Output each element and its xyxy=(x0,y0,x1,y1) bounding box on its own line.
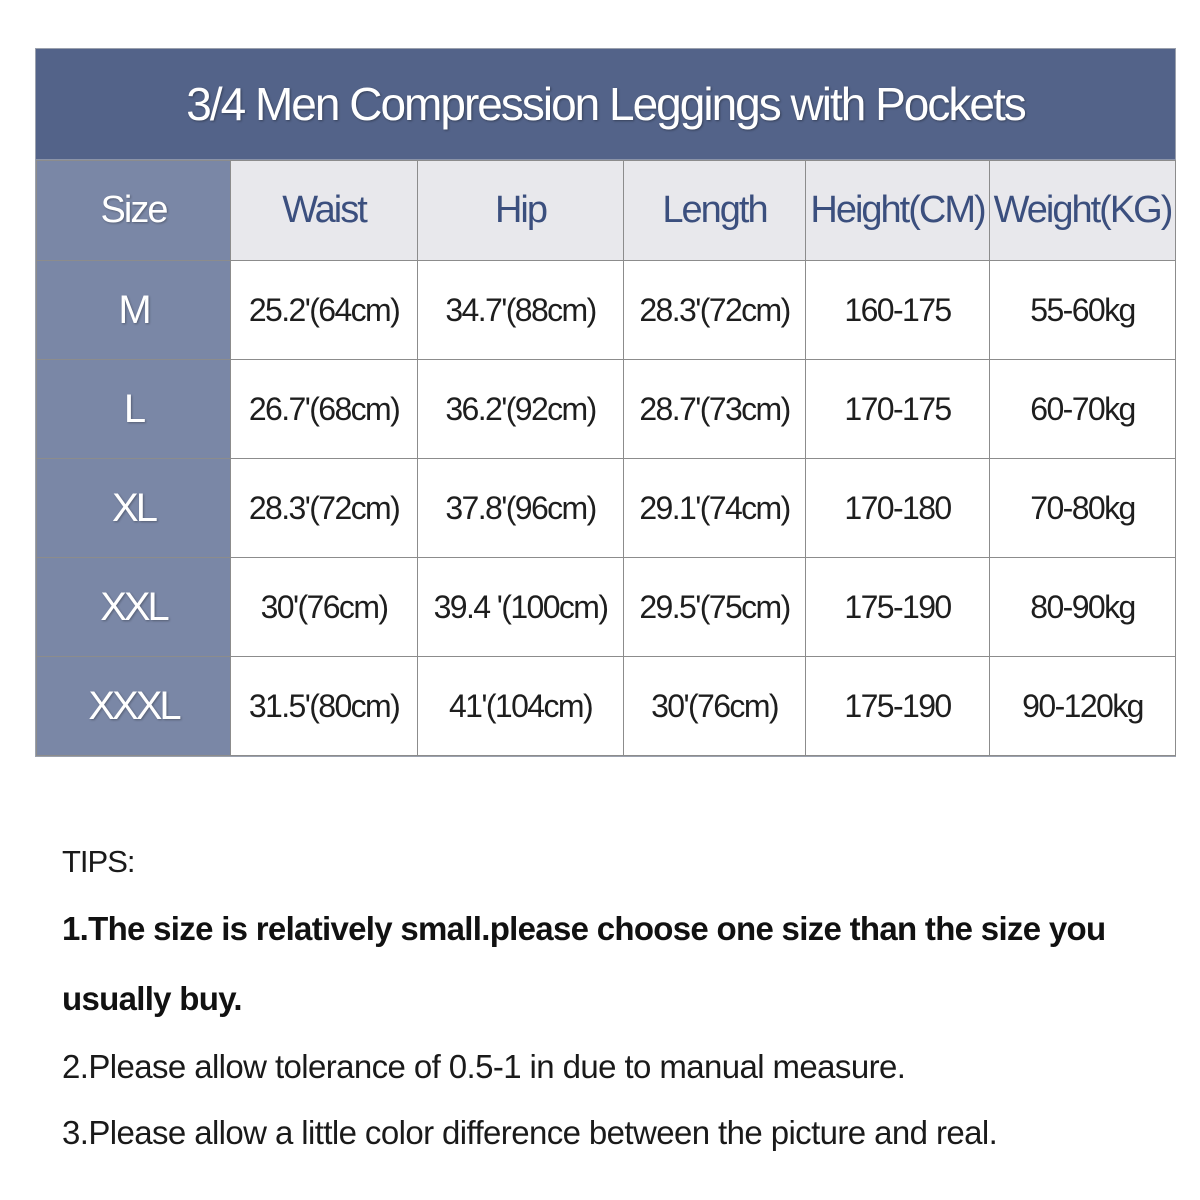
column-header: Hip xyxy=(418,161,624,261)
table-cell: 39.4 '(100cm) xyxy=(418,558,624,657)
table-row xyxy=(37,261,1176,360)
chart-title: 3/4 Men Compression Leggings with Pockets xyxy=(186,78,1025,130)
table-cell: 70-80kg xyxy=(990,459,1176,558)
table-cell: 41'(104cm) xyxy=(418,657,624,756)
table-cell: 36.2'(92cm) xyxy=(418,360,624,459)
table-cell: 31.5'(80cm) xyxy=(231,657,418,756)
table-header-row xyxy=(37,161,1176,261)
tip-2: 2.Please allow tolerance of 0.5-1 in due to manual measure. xyxy=(62,1048,906,1085)
tips-section xyxy=(62,838,1172,1166)
table-cell: 34.7'(88cm) xyxy=(418,261,624,360)
tip-3: 3.Please allow a little color difference between the picture and real. xyxy=(62,1114,998,1151)
table-cell: 29.1'(74cm) xyxy=(624,459,806,558)
table-cell: 160-175 xyxy=(806,261,990,360)
table-cell: 28.7'(73cm) xyxy=(624,360,806,459)
tips-heading: TIPS: xyxy=(62,844,135,879)
table-row xyxy=(37,360,1176,459)
size-cell: XXXL xyxy=(37,657,231,756)
column-header: Height(CM) xyxy=(806,161,990,261)
table-cell: 60-70kg xyxy=(990,360,1176,459)
table-cell: 175-190 xyxy=(806,657,990,756)
table-row xyxy=(37,558,1176,657)
column-header: Weight(KG) xyxy=(990,161,1176,261)
table-cell: 170-175 xyxy=(806,360,990,459)
size-cell: L xyxy=(37,360,231,459)
table-cell: 29.5'(75cm) xyxy=(624,558,806,657)
table-cell: 80-90kg xyxy=(990,558,1176,657)
column-header: Size xyxy=(37,161,231,261)
table-cell: 28.3'(72cm) xyxy=(624,261,806,360)
table-row xyxy=(37,459,1176,558)
tip-1: 1.The size is relatively small.please choose one size than the size you usually buy. xyxy=(62,910,1106,1017)
table-cell: 90-120kg xyxy=(990,657,1176,756)
table-cell: 26.7'(68cm) xyxy=(231,360,418,459)
table-cell: 30'(76cm) xyxy=(624,657,806,756)
title-bar xyxy=(36,49,1175,160)
table-cell: 55-60kg xyxy=(990,261,1176,360)
table-cell: 28.3'(72cm) xyxy=(231,459,418,558)
table-row xyxy=(37,657,1176,756)
size-table xyxy=(36,160,1176,756)
size-chart xyxy=(35,48,1176,757)
table-cell: 30'(76cm) xyxy=(231,558,418,657)
table-cell: 37.8'(96cm) xyxy=(418,459,624,558)
column-header: Waist xyxy=(231,161,418,261)
size-cell: XL xyxy=(37,459,231,558)
table-cell: 170-180 xyxy=(806,459,990,558)
size-cell: XXL xyxy=(37,558,231,657)
table-cell: 175-190 xyxy=(806,558,990,657)
column-header: Length xyxy=(624,161,806,261)
size-cell: M xyxy=(37,261,231,360)
table-cell: 25.2'(64cm) xyxy=(231,261,418,360)
